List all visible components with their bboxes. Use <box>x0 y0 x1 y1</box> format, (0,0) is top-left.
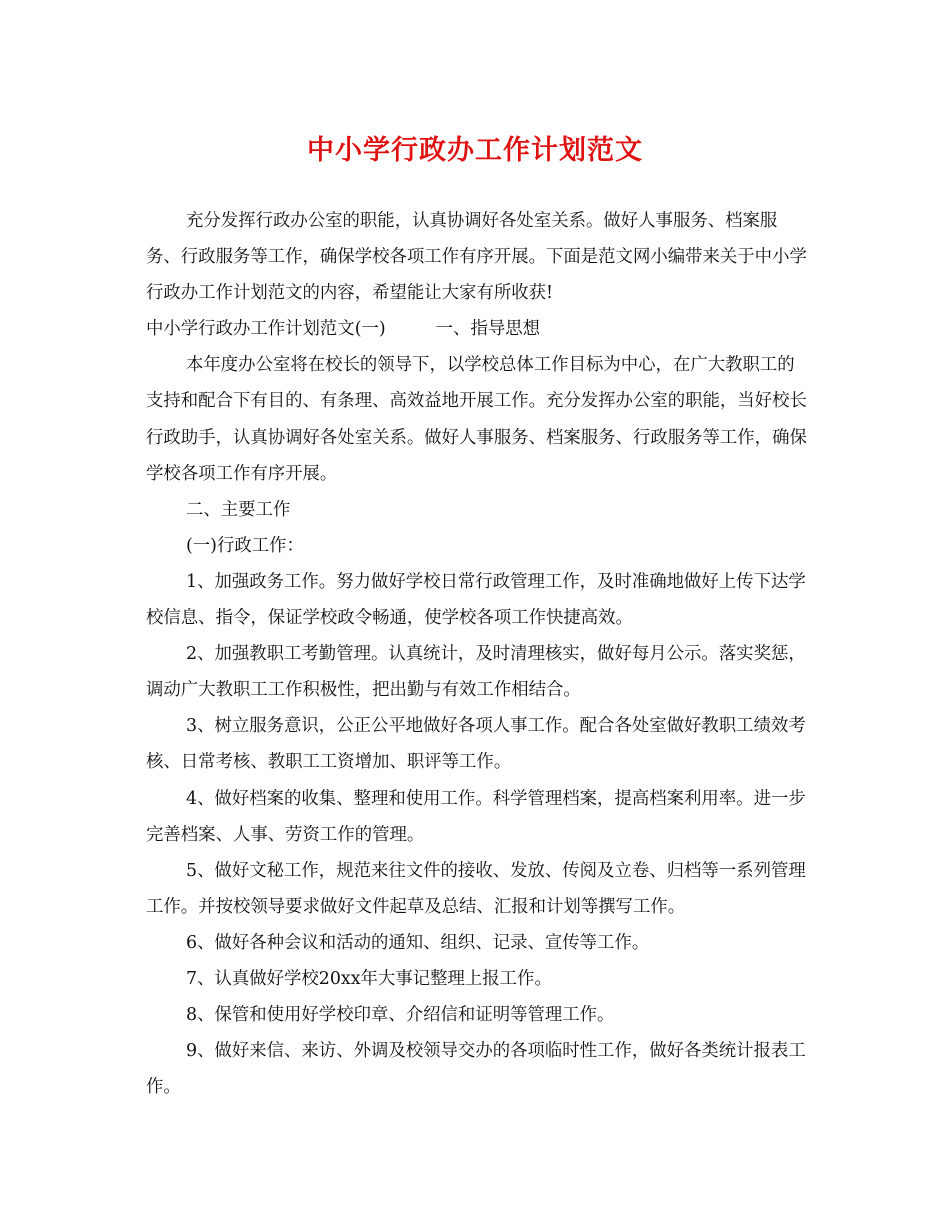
document-title: 中小学行政办工作计划范文 <box>307 135 643 166</box>
list-item: 6、做好各种会议和活动的通知、组织、记录、宣传等工作。 <box>186 932 650 953</box>
heading-main-work: 二、主要工作 <box>186 499 291 520</box>
intro-paragraph: 充分发挥行政办公室的职能，认真协调好各处室关系。做好人事服务、档案服务、行政服务等工作，确保学校各项工作有序开展。下面是范文网小编带来关于中小学行政办工作计划范文的内容，希望能让大家有所收获! <box>146 211 807 304</box>
list-item: 5、做好文秘工作，规范来往文件的接收、发放、传阅及立卷、归档等一系列管理工作。并按校领导要求做好文件起草及总结、汇报和计划等撰写工作。 <box>146 860 806 917</box>
list-item: 4、做好档案的收集、整理和使用工作。科学管理档案，提高档案利用率。进一步完善档案、人事、劳资工作的管理。 <box>146 788 806 845</box>
subheading-administrative-work: (一)行政工作： <box>186 535 304 556</box>
guiding-ideology-paragraph: 本年度办公室将在校长的领导下，以学校总体工作目标为中心，在广大教职工的支持和配合下有目的、有条理、高效益地开展工作。充分发挥办公室的职能，当好校长行政助手，认真协调好各处室关系。做好人事服务、档案服务、行政服务等工作，确保学校各项工作有序开展。 <box>146 355 807 484</box>
list-item: 2、加强教职工考勤管理。认真统计，及时清理核实，做好每月公示。落实奖惩，调动广大教职工工作积极性，把出勤与有效工作相结合。 <box>146 644 806 701</box>
list-item: 9、做好来信、来访、外调及校领导交办的各项临时性工作，做好各类统计报表工作。 <box>146 1041 806 1098</box>
list-item: 3、树立服务意识，公正公平地做好各项人事工作。配合各处室做好教职工绩效考核、日常考核、教职工工资增加、职评等工作。 <box>146 716 806 773</box>
list-item: 8、保管和使用好学校印章、介绍信和证明等管理工作。 <box>186 1005 615 1026</box>
list-item: 7、认真做好学校20xx年大事记整理上报工作。 <box>186 968 552 989</box>
section-title-line <box>146 311 810 347</box>
section-title: 中小学行政办工作计划范文(一) <box>146 319 386 340</box>
document-body <box>146 203 810 1105</box>
heading-guiding-ideology: 一、指导思想 <box>435 319 541 340</box>
list-item: 1、加强政务工作。努力做好学校日常行政管理工作，及时准确地做好上传下达学校信息、指令，保证学校政令畅通，使学校各项工作快捷高效。 <box>146 571 806 629</box>
